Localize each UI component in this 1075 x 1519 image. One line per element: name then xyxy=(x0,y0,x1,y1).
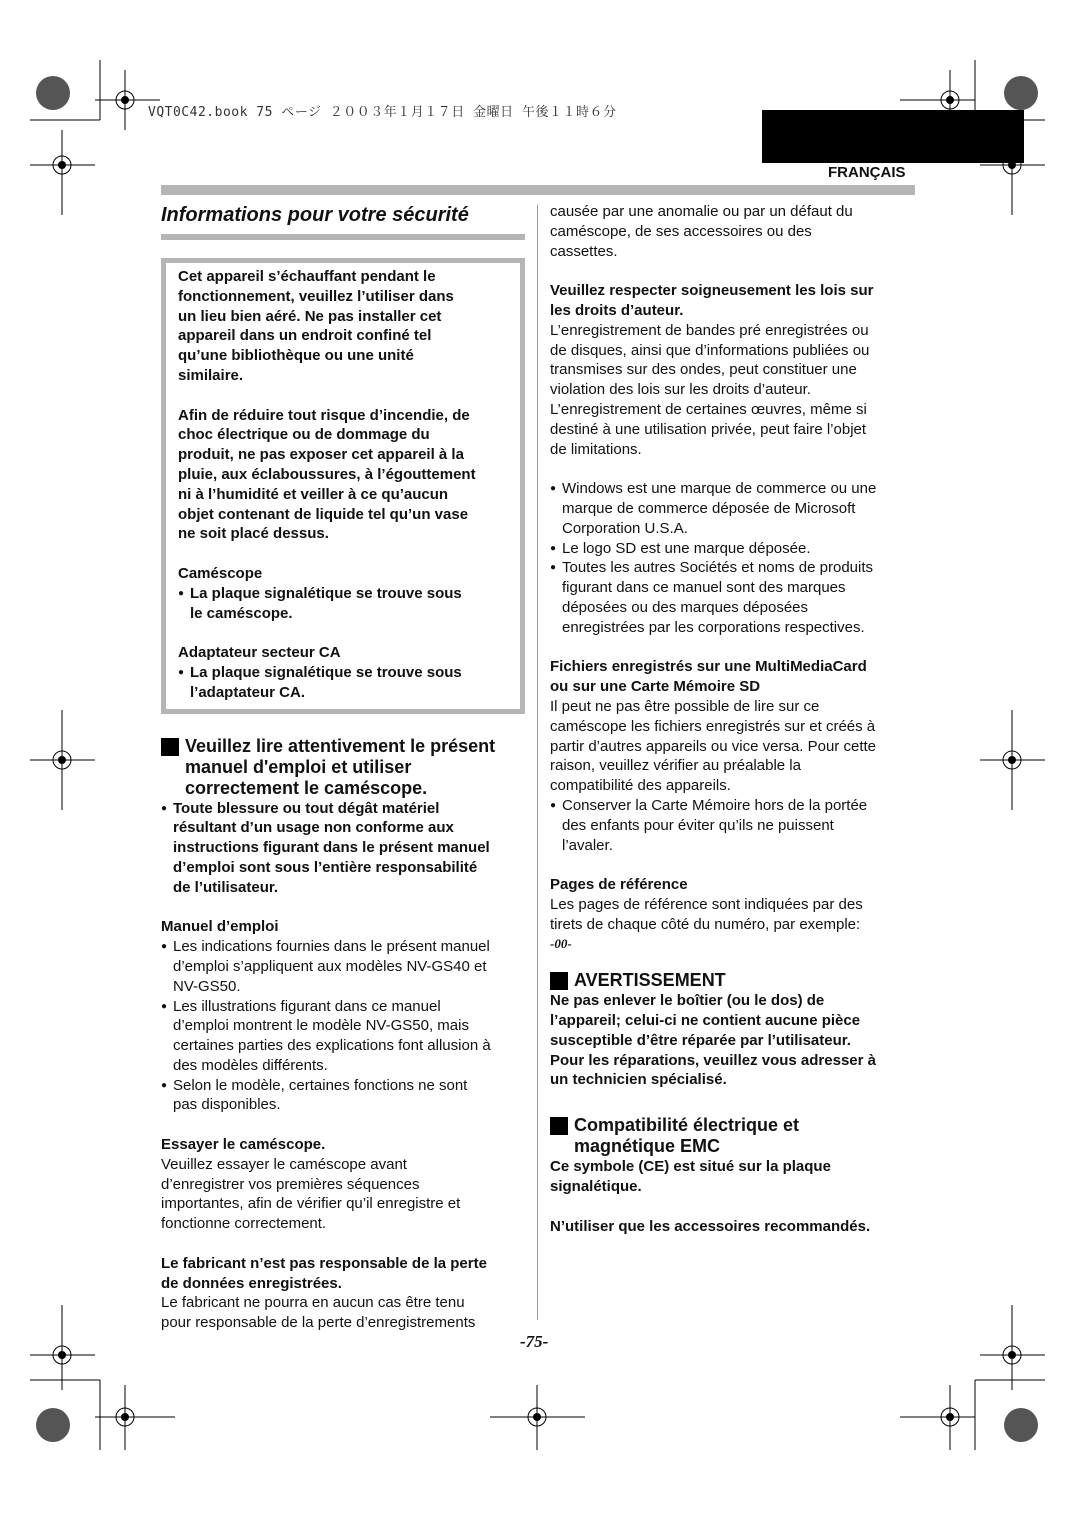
files-bullet: ● Conserver la Carte Mémoire hors de la portée des enfants pour éviter qu’ils ne puissent l’avaler. xyxy=(550,796,868,854)
maker-line: Le fabricant ne pourra en aucun cas être tenu xyxy=(161,1294,465,1312)
warning-box-line: appareil dans un endroit confiné tel xyxy=(178,327,432,345)
adapter-title: Adaptateur secteur CA xyxy=(178,644,341,662)
trademark-bullet: ● Le logo SD est une marque déposée. xyxy=(550,539,811,557)
trademark-bullet: ● Windows est une marque de commerce ou une marque de commerce déposée de Microsoft Corporation U.S.A. xyxy=(550,480,877,537)
bullet-icon: ● xyxy=(161,802,168,814)
copyright-line: destiné à une utilisation privée, peut faire l’objet xyxy=(550,420,867,438)
maker-cont-line: cassettes. xyxy=(550,242,618,260)
bullet-icon: ● xyxy=(550,542,557,554)
files-title: ou sur une Carte Mémoire SD xyxy=(550,678,761,696)
try-line: importantes, afin de vérifier qu’il enregistre et xyxy=(161,1195,461,1213)
manual-bullet: ● Les indications fournies dans le présent manuel d’emploi s’appliquent aux modèles NV-GS40 et NV-GS50. xyxy=(161,938,490,995)
bullet-icon: ● xyxy=(550,799,557,811)
maker-cont-line: caméscope, de ses accessoires ou des xyxy=(550,222,812,240)
emc-line: Ce symbole (CE) est situé sur la plaque xyxy=(550,1158,831,1176)
adapter-bullet: ● La plaque signalétique se trouve sous l’adaptateur CA. xyxy=(178,663,462,701)
read-manual-heading: Veuillez lire attentivement le présent manuel d'emploi et utiliser correctement le caméscope. xyxy=(161,736,525,799)
warning-line: Pour les réparations, veuillez vous adresser à xyxy=(550,1051,876,1069)
files-title: Fichiers enregistrés sur une MultiMediaCard xyxy=(550,658,867,676)
manual-bullet: ● Selon le modèle, certaines fonctions ne sont pas disponibles. xyxy=(161,1076,468,1114)
files-line: compatibilité des appareils. xyxy=(550,777,731,795)
square-bullet-icon xyxy=(161,738,179,756)
warning-box-line: Cet appareil s’échauffant pendant le xyxy=(178,268,436,285)
square-bullet-icon xyxy=(550,1117,568,1135)
warning-box-line: produit, ne pas exposer cet appareil à la xyxy=(178,446,464,464)
emc-line: signalétique. xyxy=(550,1178,642,1196)
warning-line: susceptible d’être réparée par l’utilisateur. xyxy=(550,1031,851,1049)
warning-box-line: ni à l’humidité et veiller à ce qu’aucun xyxy=(178,485,449,503)
try-title: Essayer le caméscope. xyxy=(161,1136,326,1154)
left-column xyxy=(161,200,525,1333)
manual-bullet: ● Les illustrations figurant dans ce manuel d’emploi montrent le modèle NV-GS50, mais certaines parties des explications font allusion à des modèles différents. xyxy=(161,997,491,1074)
refpages-example: -00- xyxy=(550,936,572,952)
emc-accessories: N’utiliser que les accessoires recommandés. xyxy=(550,1217,871,1235)
bullet-icon: ● xyxy=(161,1000,168,1012)
files-line: partir d’autres appareils ou vice versa. Pour cette xyxy=(550,737,876,755)
warning-line: Ne pas enlever le boîtier (ou le dos) de xyxy=(550,992,825,1010)
section-title: Informations pour votre sécurité xyxy=(161,204,469,226)
copyright-line: transmises sur des ondes, peut constituer une xyxy=(550,361,857,379)
warning-box-line: qu’une bibliothèque ou une unité xyxy=(178,347,414,365)
bullet-icon: ● xyxy=(178,587,185,599)
page-number: -75- xyxy=(520,1332,549,1351)
try-line: fonctionne correctement. xyxy=(161,1215,327,1233)
camescope-bullet: ● La plaque signalétique se trouve sous le caméscope. xyxy=(178,584,462,622)
print-header: VQT0C42.book 75 ページ ２００３年１月１７日 金曜日 午後１１時６分 xyxy=(148,105,617,120)
warning-box-line: ne soit placé dessus. xyxy=(178,525,329,543)
bullet-icon: ● xyxy=(161,941,168,953)
refpages-line: tirets de chaque côté du numéro, par exemple: xyxy=(550,915,861,933)
warning-box-line: objet contenant de liquide tel qu’un vase xyxy=(178,505,469,523)
bullet-icon: ● xyxy=(550,483,557,495)
copyright-line: de limitations. xyxy=(550,440,642,458)
files-line: Il peut ne pas être possible de lire sur ce xyxy=(550,697,820,715)
section-title-rule xyxy=(161,234,525,240)
warning-box-line: Afin de réduire tout risque d’incendie, de xyxy=(178,406,470,424)
maker-title: Le fabricant n’est pas responsable de la perte xyxy=(161,1254,487,1272)
warning-heading: AVERTISSEMENT xyxy=(550,970,914,991)
refpages-title: Pages de référence xyxy=(550,876,688,894)
copyright-line: L’enregistrement de bandes pré enregistrées ou xyxy=(550,321,869,339)
warning-box-line: fonctionnement, veuillez l’utiliser dans xyxy=(178,287,454,305)
maker-title: de données enregistrées. xyxy=(161,1274,342,1292)
camescope-title: Caméscope xyxy=(178,564,263,582)
square-bullet-icon xyxy=(550,972,568,990)
try-line: d’enregistrer vos premières séquences xyxy=(161,1175,420,1193)
try-line: Veuillez essayer le caméscope avant xyxy=(161,1155,407,1173)
copyright-line: de disques, ainsi que d’informations publiées ou xyxy=(550,341,870,359)
bullet-icon: ● xyxy=(178,666,185,678)
right-column xyxy=(550,202,914,1236)
warning-box-line: pluie, aux éclaboussures, à l’égouttement xyxy=(178,465,476,483)
read-manual-bullet: ● Toute blessure ou tout dégât matériel résultant d’un usage non conforme aux instructions figurant dans le présent manuel d’emploi sont sous l’entière responsabilité de l’utilisateur. xyxy=(161,799,490,896)
refpages-line: Les pages de référence sont indiquées par des xyxy=(550,895,863,913)
warning-line: un technicien spécialisé. xyxy=(550,1071,727,1089)
trademark-bullet: ● Toutes les autres Sociétés et noms de produits figurant dans ce manuel sont des marques déposées ou des marques déposées enregistrées par les corporations respectives. xyxy=(550,559,874,636)
copyright-line: violation des lois sur les droits d’auteur. xyxy=(550,381,811,399)
warning-box-line: similaire. xyxy=(178,366,244,384)
copyright-title: Veuillez respecter soigneusement les lois sur xyxy=(550,282,874,300)
bullet-icon: ● xyxy=(161,1079,168,1091)
warning-line: l’appareil; celui-ci ne contient aucune pièce xyxy=(550,1012,861,1030)
files-line: caméscope les fichiers enregistrés sur et créés à xyxy=(550,717,876,735)
emc-heading: Compatibilité électrique et magnétique EMC xyxy=(550,1115,914,1157)
language-label: FRANÇAIS xyxy=(828,164,906,181)
copyright-line: L’enregistrement de certaines œuvres, même si xyxy=(550,400,867,418)
warning-box-line: choc électrique ou de dommage du xyxy=(178,426,430,444)
maker-line: pour responsable de la perte d’enregistrements xyxy=(161,1314,476,1332)
copyright-title: les droits d’auteur. xyxy=(550,301,684,319)
maker-cont-line: causée par une anomalie ou par un défaut du xyxy=(550,203,853,220)
files-line: raison, veuillez vérifier au préalable la xyxy=(550,757,801,775)
safety-warning-box xyxy=(161,258,525,714)
bullet-icon: ● xyxy=(550,562,557,574)
warning-box-line: un lieu bien aéré. Ne pas installer cet xyxy=(178,307,442,325)
manual-title: Manuel d’emploi xyxy=(161,918,279,936)
